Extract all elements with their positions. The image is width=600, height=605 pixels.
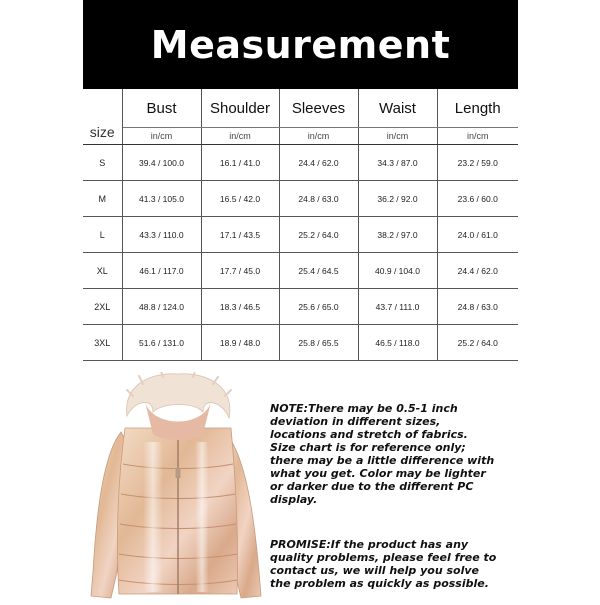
table-cell: 25.6 / 65.0 <box>279 289 358 325</box>
table-cell: 40.9 / 104.0 <box>358 253 437 289</box>
hooded-puffer-jacket-icon <box>83 372 273 600</box>
table-cell: 23.6 / 60.0 <box>437 181 518 217</box>
product-image <box>83 372 273 600</box>
size-column-header: size <box>83 89 122 145</box>
note-text: NOTE:There may be 0.5-1 inch deviation in different sizes, locations and stretch of fabrics. Size chart is for reference only; there may be a little difference with what you get. Color may be lighter or darker due to the different PC display. <box>270 402 495 506</box>
size-cell: 2XL <box>83 289 122 325</box>
size-chart-table <box>83 89 518 361</box>
table-cell: 24.4 / 62.0 <box>437 253 518 289</box>
table-cell: 46.5 / 118.0 <box>358 325 437 361</box>
size-cell: L <box>83 217 122 253</box>
table-cell: 16.1 / 41.0 <box>201 145 279 181</box>
unit-label: in/cm <box>358 128 437 145</box>
table-cell: 43.3 / 110.0 <box>122 217 201 253</box>
column-header-bust: Bust <box>122 89 201 128</box>
table-row <box>83 145 518 181</box>
unit-label: in/cm <box>122 128 201 145</box>
table-cell: 38.2 / 97.0 <box>358 217 437 253</box>
size-cell: XL <box>83 253 122 289</box>
column-header-waist: Waist <box>358 89 437 128</box>
measurement-header <box>83 0 518 89</box>
table-cell: 39.4 / 100.0 <box>122 145 201 181</box>
column-header-length: Length <box>437 89 518 128</box>
table-cell: 25.2 / 64.0 <box>437 325 518 361</box>
unit-label: in/cm <box>437 128 518 145</box>
table-cell: 23.2 / 59.0 <box>437 145 518 181</box>
table-row <box>83 253 518 289</box>
table-cell: 34.3 / 87.0 <box>358 145 437 181</box>
table-cell: 24.0 / 61.0 <box>437 217 518 253</box>
table-header-row <box>83 89 518 128</box>
size-cell: M <box>83 181 122 217</box>
table-cell: 48.8 / 124.0 <box>122 289 201 325</box>
table-cell: 36.2 / 92.0 <box>358 181 437 217</box>
table-row <box>83 217 518 253</box>
table-cell: 17.1 / 43.5 <box>201 217 279 253</box>
table-row <box>83 289 518 325</box>
size-cell: 3XL <box>83 325 122 361</box>
table-cell: 41.3 / 105.0 <box>122 181 201 217</box>
promise-text: PROMISE:If the product has any quality problems, please feel free to contact us, we will help you solve the problem as quickly as possible. <box>270 538 497 590</box>
table-cell: 16.5 / 42.0 <box>201 181 279 217</box>
page-title: Measurement <box>150 22 451 67</box>
table-cell: 18.9 / 48.0 <box>201 325 279 361</box>
table-cell: 24.8 / 63.0 <box>437 289 518 325</box>
table-units-row <box>83 128 518 145</box>
unit-label: in/cm <box>279 128 358 145</box>
table-cell: 43.7 / 111.0 <box>358 289 437 325</box>
table-cell: 24.4 / 62.0 <box>279 145 358 181</box>
table-cell: 51.6 / 131.0 <box>122 325 201 361</box>
column-header-shoulder: Shoulder <box>201 89 279 128</box>
table-cell: 46.1 / 117.0 <box>122 253 201 289</box>
table-cell: 25.2 / 64.0 <box>279 217 358 253</box>
table-cell: 24.8 / 63.0 <box>279 181 358 217</box>
table-cell: 25.8 / 65.5 <box>279 325 358 361</box>
table-cell: 17.7 / 45.0 <box>201 253 279 289</box>
table-row <box>83 181 518 217</box>
table-row <box>83 325 518 361</box>
table-cell: 18.3 / 46.5 <box>201 289 279 325</box>
unit-label: in/cm <box>201 128 279 145</box>
table-cell: 25.4 / 64.5 <box>279 253 358 289</box>
column-header-sleeves: Sleeves <box>279 89 358 128</box>
size-cell: S <box>83 145 122 181</box>
